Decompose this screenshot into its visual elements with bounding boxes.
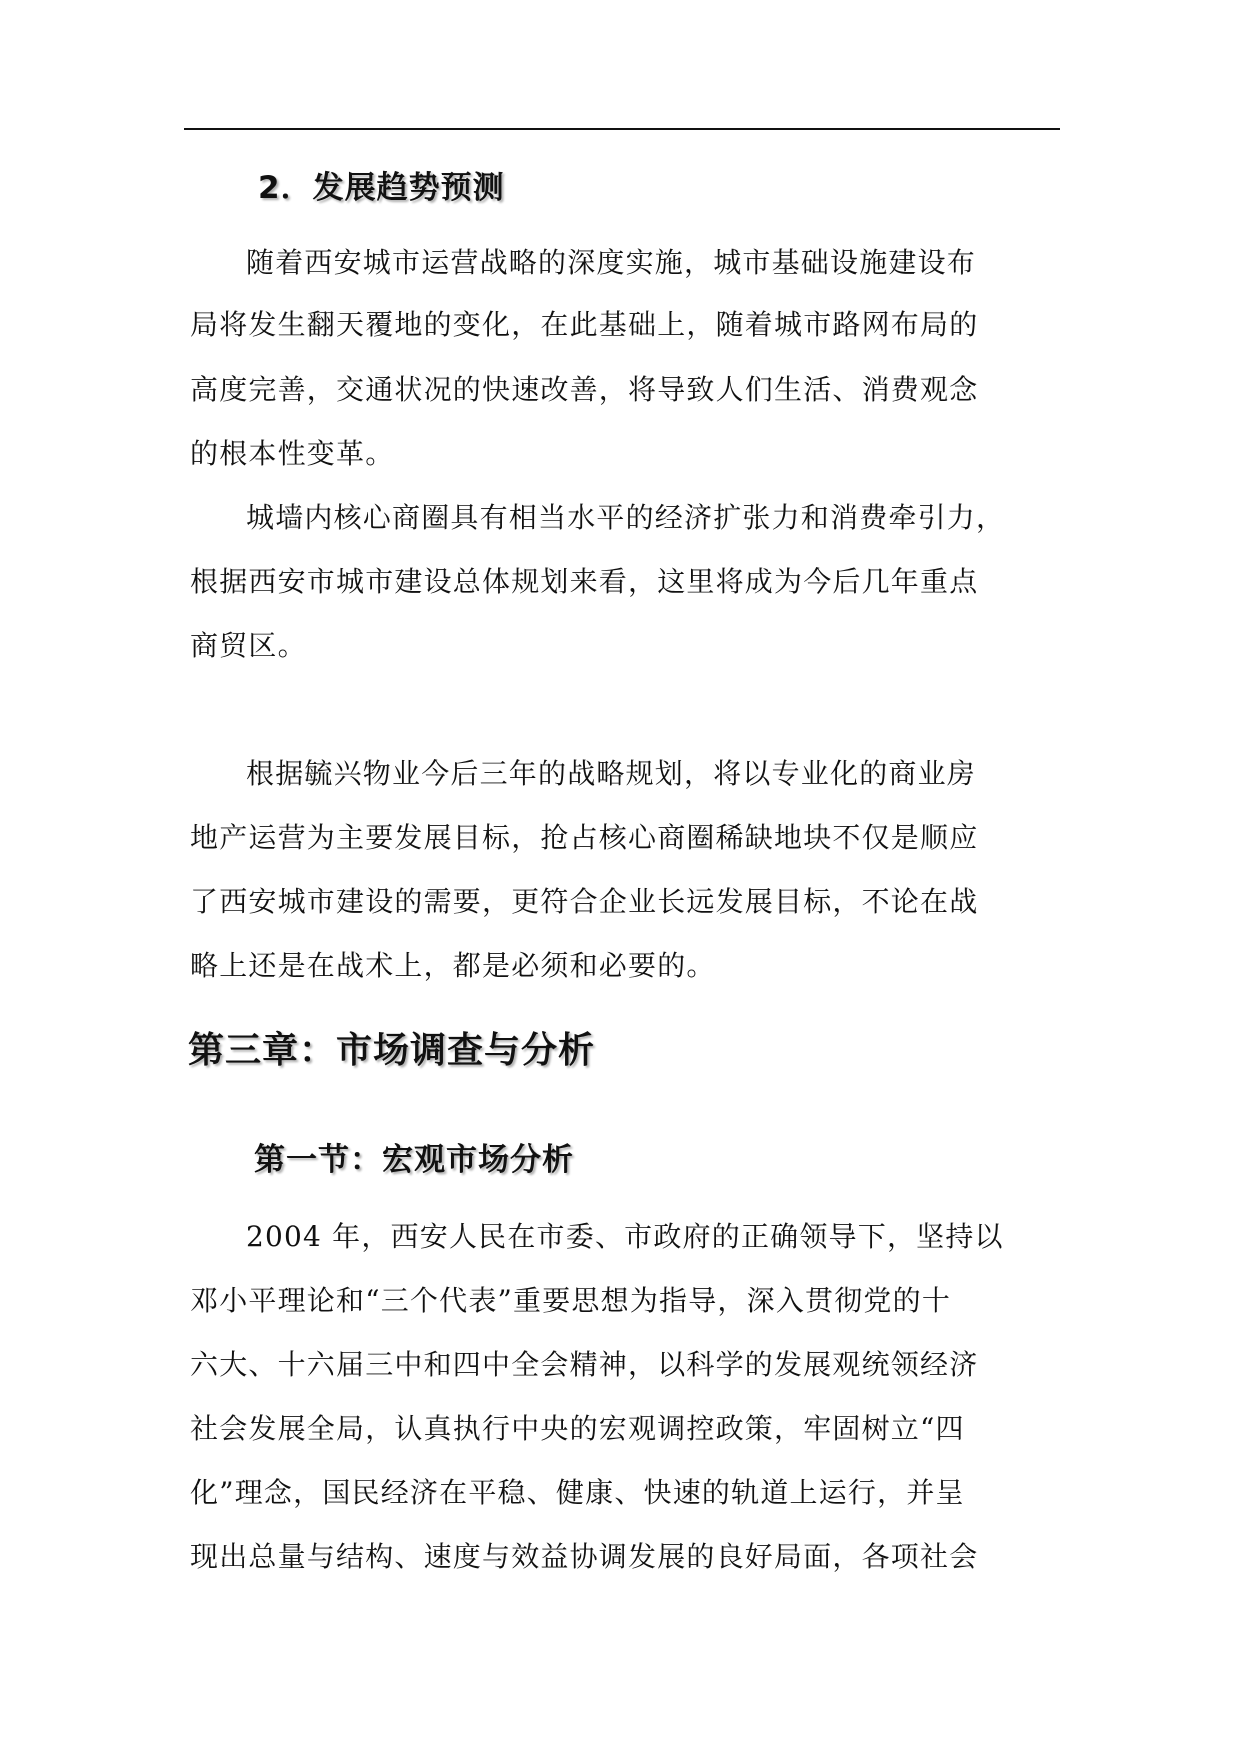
subsection-heading: 第一节：宏观市场分析: [254, 1142, 574, 1178]
paragraph-line: 的根本性变革。: [190, 437, 395, 470]
paragraph-line: 略上还是在战术上，都是必须和必要的。: [190, 949, 716, 982]
paragraph-line: 化”理念，国民经济在平稳、健康、快速的轨道上运行，并呈: [190, 1476, 965, 1509]
paragraph-line: 城墙内核心商圈具有相当水平的经济扩张力和消费牵引力，: [246, 501, 1006, 534]
paragraph-line: 商贸区。: [190, 629, 307, 662]
paragraph-line: 随着西安城市运营战略的深度实施，城市基础设施建设布: [246, 246, 977, 279]
paragraph-line: 邓小平理论和“三个代表”重要思想为指导，深入贯彻党的十: [190, 1284, 952, 1317]
paragraph-line: 六大、十六届三中和四中全会精神，以科学的发展观统领经济: [190, 1348, 979, 1381]
paragraph-line: 了西安城市建设的需要，更符合企业长远发展目标，不论在战: [190, 885, 979, 918]
paragraph-line: 地产运营为主要发展目标，抢占核心商圈稀缺地块不仅是顺应: [190, 821, 979, 854]
paragraph-line: 高度完善，交通状况的快速改善，将导致人们生活、消费观念: [190, 373, 979, 406]
paragraph-line: 现出总量与结构、速度与效益协调发展的良好局面，各项社会: [190, 1540, 979, 1573]
section-heading: 2．发展趋势预测: [258, 170, 505, 206]
paragraph-line: 局将发生翻天覆地的变化，在此基础上，随着城市路网布局的: [190, 308, 979, 341]
paragraph-line: 根据毓兴物业今后三年的战略规划，将以专业化的商业房: [246, 757, 977, 790]
chapter-heading: 第三章：市场调查与分析: [188, 1030, 596, 1071]
paragraph-line: 根据西安市城市建设总体规划来看，这里将成为今后几年重点: [190, 565, 979, 598]
paragraph-line: 社会发展全局，认真执行中央的宏观调控政策，牢固树立“四: [190, 1412, 965, 1445]
header-rule: [184, 128, 1060, 130]
paragraph-line: 2004 年，西安人民在市委、市政府的正确领导下，坚持以: [246, 1220, 1004, 1253]
